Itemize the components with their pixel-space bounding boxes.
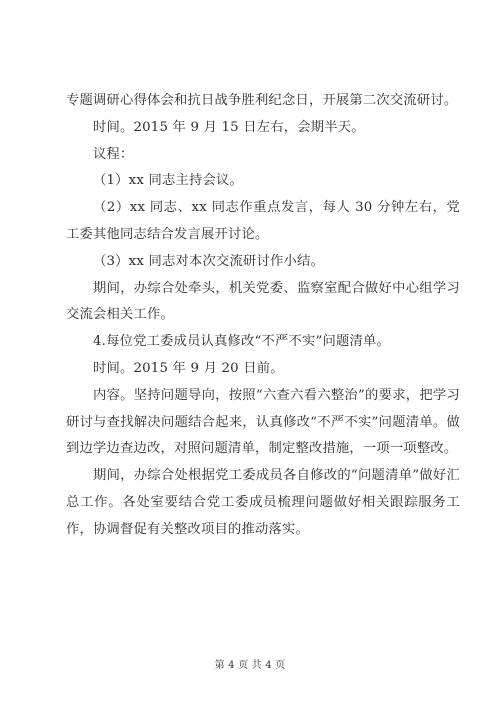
paragraph-agenda-item-1: （1）xx 同志主持会议。 bbox=[93, 173, 243, 189]
paragraph-continuation: 专题调研心得体会和抗日战争胜利纪念日，开展第二次交流研讨。 bbox=[66, 93, 458, 108]
page-footer: 第 4 页 共 4 页 bbox=[214, 660, 286, 671]
paragraph-content: 内容。坚持问题导向，按照“六查六看六整治”的要求，把学习研讨与查找解决问题结合起来，认真修改“不严不实”问题清单。做到边学边查边改，对照问题清单，制定整改措施，一项一项整改。 bbox=[66, 387, 460, 457]
paragraph-time-2: 时间。2015 年 9 月 20 日前。 bbox=[93, 360, 284, 376]
paragraph-agenda-heading: 议程： bbox=[93, 146, 134, 162]
document-body bbox=[66, 88, 460, 544]
paragraph-agenda-item-3: （3）xx 同志对本次交流研讨作小结。 bbox=[93, 253, 324, 269]
paragraph-time-1: 时间。2015 年 9 月 15 日左右，会期半天。 bbox=[93, 119, 365, 135]
paragraph-agenda-item-2: （2）xx 同志、xx 同志作重点发言，每人 30 分钟左右，党工委其他同志结合发言展开讨论。 bbox=[66, 200, 460, 242]
paragraph-section-4-heading: 4.每位党工委成员认真修改“不严不实”问题清单。 bbox=[93, 334, 391, 350]
paragraph-responsibility-2: 期间，办综合处根据党工委成员各自修改的“问题清单”做好汇总工作。各处室要结合党工委成员梳理问题做好相关跟踪服务工作，协调督促有关整改项目的推动落实。 bbox=[66, 468, 460, 537]
paragraph-responsibility-1: 期间，办综合处牵头，机关党委、监察室配合做好中心组学习交流会相关工作。 bbox=[66, 280, 460, 323]
